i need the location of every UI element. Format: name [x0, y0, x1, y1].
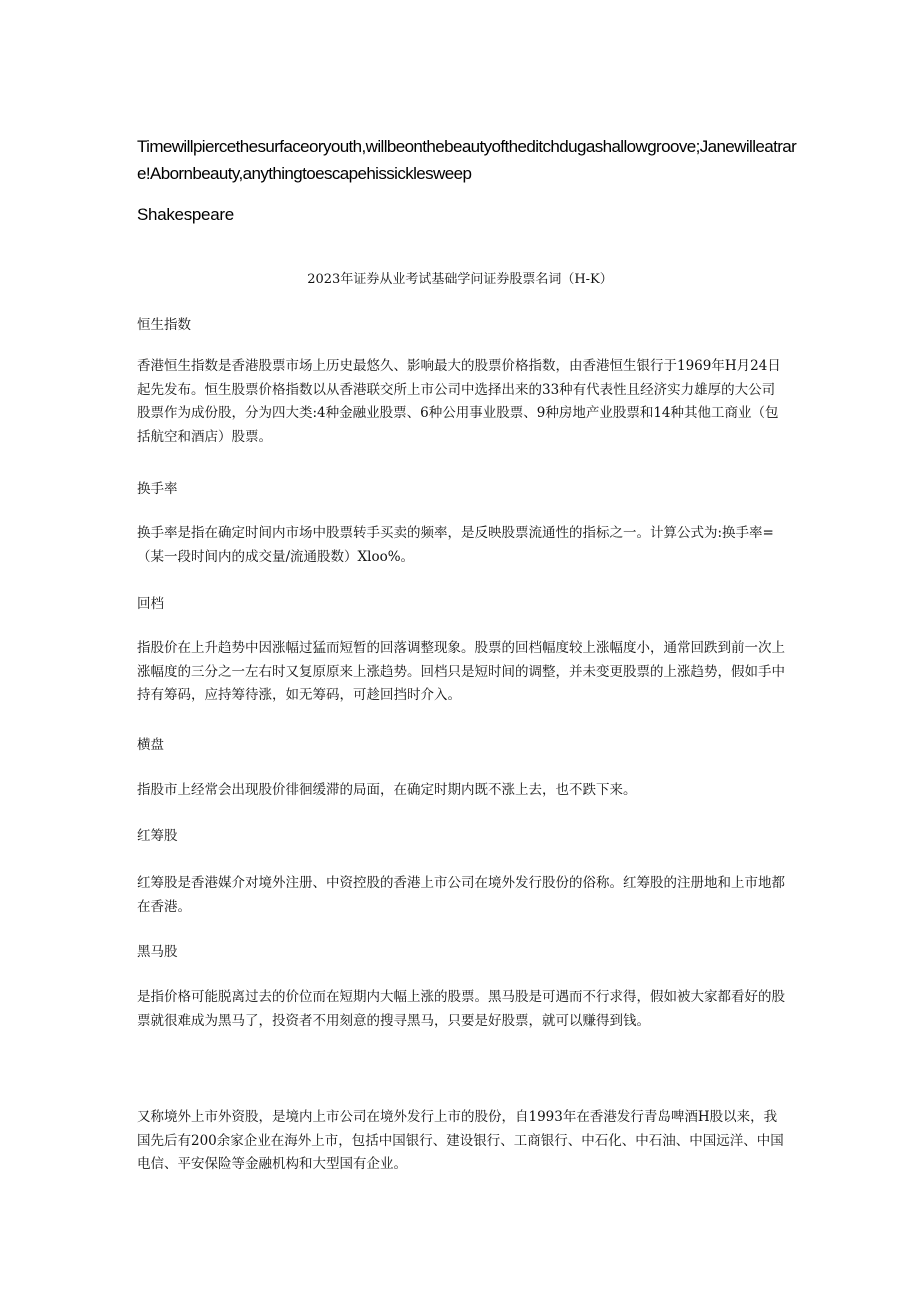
term-definition: 指股市上经常会出现股价徘徊缓滞的局面，在确定时期内既不涨上去，也不跌下来。: [137, 782, 637, 798]
term-definition: 香港恒生指数是香港股票市场上历史最悠久、影响最大的股票价格指数，由香港恒生银行于1969年H月24日起先发布。恒生股票价格指数以从香港联交所上市公司中选择出来的33种有代表性且经济实力雄厚的大公司股票作为成份股，分为四大类:4种金融业股票、6种公用事业股票、9种房地产业股票和14种其他工商业（包括航空和酒店）股票。: [137, 358, 781, 445]
epigraph-quote: Timewillpiercethesurfaceoryouth,willbeonthebeautyoftheditchdugashallowgroove;Janewilleatrare!Abornbeauty,anythingtoescapehissicklesweep: [137, 137, 797, 183]
term-definition: 是指价格可能脱离过去的价位而在短期内大幅上涨的股票。黑马股是可遇而不行求得，假如被大家都看好的股票就很难成为黑马了，投资者不用刻意的搜寻黑马，只要是好股票，就可以赚得到钱。: [137, 989, 785, 1029]
term-heading: 恒生指数: [137, 317, 191, 333]
epigraph-author: Shakespeare: [137, 205, 234, 224]
term-heading: 黑马股: [137, 944, 178, 960]
term-definition: 红筹股是香港媒介对境外注册、中资控股的香港上市公司在境外发行股份的俗称。红筹股的注册地和上市地都在香港。: [137, 875, 785, 915]
document-title: 2023年证券从业考试基础学问证券股票名词（H-K）: [307, 272, 613, 287]
term-heading: 换手率: [137, 481, 178, 497]
term-heading: 横盘: [137, 737, 164, 753]
term-definition: 指股价在上升趋势中因涨幅过猛而短暂的回落调整现象。股票的回档幅度较上涨幅度小，通常回跌到前一次上涨幅度的三分之一左右时又复原原来上涨趋势。回档只是短时间的调整，并未变更股票的上涨趋势，假如手中持有筹码，应持筹待涨，如无筹码，可趁回挡时介入。: [137, 640, 785, 703]
term-definition: 换手率是指在确定时间内市场中股票转手买卖的频率，是反映股票流通性的指标之一。计算公式为:换手率=（某一段时间内的成交量/流通股数）Xloo%。: [137, 525, 774, 565]
closing-paragraph: 又称境外上市外资股，是境内上市公司在境外发行上市的股份，自1993年在香港发行青岛啤酒H股以来，我国先后有200余家企业在海外上市，包括中国银行、建设银行、工商银行、中石化、中石油、中国远洋、中国电信、平安保险等金融机构和大型国有企业。: [137, 1109, 784, 1172]
term-heading: 红筹股: [137, 828, 178, 844]
term-heading: 回档: [137, 596, 164, 612]
